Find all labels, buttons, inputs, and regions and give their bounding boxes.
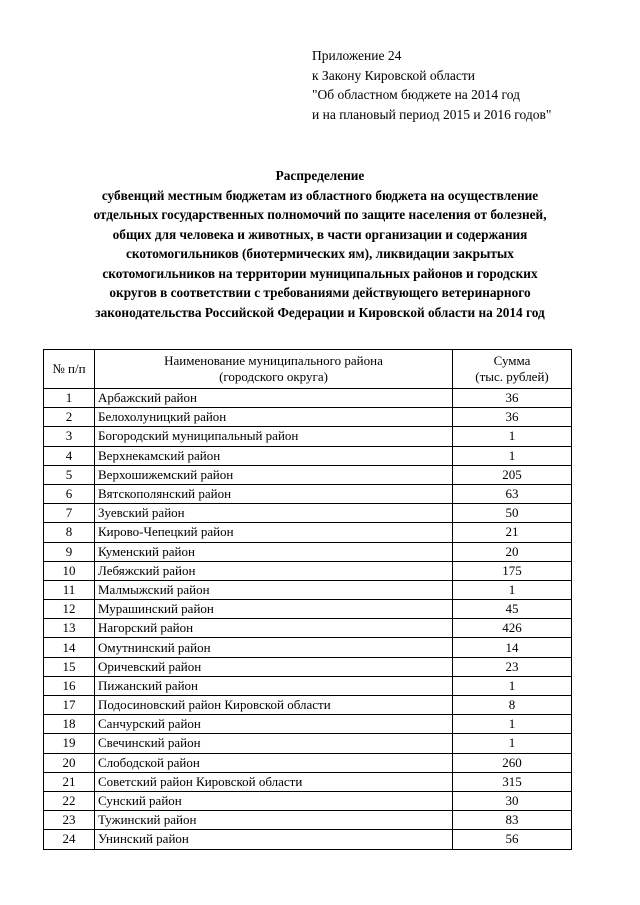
row-number: 1 (44, 389, 95, 408)
district-name: Верхошижемский район (95, 465, 453, 484)
document-title (40, 166, 600, 322)
table-row (44, 619, 572, 638)
table-row (44, 772, 572, 791)
header-name (95, 350, 453, 389)
table-row (44, 408, 572, 427)
title-line-3: отдельных государственных полномочий по защите населения от болезней, (93, 207, 547, 222)
title-line-6: скотомогильников на территории муниципальных районов и городских (102, 265, 538, 281)
annex-law-title-2: и на плановый период 2015 и 2016 годов" (312, 106, 552, 122)
row-number: 2 (44, 408, 95, 427)
table-row (44, 638, 572, 657)
district-name: Вятскополянский район (95, 484, 453, 503)
amount: 426 (453, 619, 572, 638)
table-row (44, 696, 572, 715)
amount: 36 (453, 389, 572, 408)
table-header-row (44, 350, 572, 389)
title-line-8: законодательства Российской Федерации и Кировской области на 2014 год (95, 304, 545, 320)
district-name: Сунский район (95, 791, 453, 810)
table-row (44, 523, 572, 542)
row-number: 24 (44, 830, 95, 849)
district-name: Арбажский район (95, 389, 453, 408)
table-row (44, 465, 572, 484)
amount: 30 (453, 791, 572, 810)
subsidy-table (43, 349, 572, 850)
district-name: Унинский район (95, 830, 453, 849)
title-line-7: округов в соответствии с требованиями действующего ветеринарного (109, 285, 531, 300)
district-name: Омутнинский район (95, 638, 453, 657)
table-row (44, 504, 572, 523)
annex-number: Приложение 24 (312, 48, 402, 63)
district-name: Оричевский район (95, 657, 453, 676)
row-number: 23 (44, 811, 95, 830)
row-number: 9 (44, 542, 95, 561)
district-name: Мурашинский район (95, 600, 453, 619)
annex-law-ref: к Закону Кировской области (312, 67, 476, 83)
district-name: Богородский муниципальный район (95, 427, 453, 446)
table-row (44, 657, 572, 676)
title-line-5: скотомогильников (биотермических ям), ликвидации закрытых (126, 246, 514, 261)
district-name: Слободской район (95, 753, 453, 772)
amount: 83 (453, 811, 572, 830)
table-row (44, 561, 572, 580)
table-row (44, 715, 572, 734)
table-row (44, 542, 572, 561)
amount: 20 (453, 542, 572, 561)
amount: 1 (453, 427, 572, 446)
amount: 63 (453, 484, 572, 503)
row-number: 22 (44, 791, 95, 810)
row-number: 3 (44, 427, 95, 446)
row-number: 12 (44, 600, 95, 619)
amount: 1 (453, 676, 572, 695)
row-number: 11 (44, 580, 95, 599)
amount: 50 (453, 504, 572, 523)
table-row (44, 676, 572, 695)
district-name: Лебяжский район (95, 561, 453, 580)
row-number: 17 (44, 696, 95, 715)
amount: 45 (453, 600, 572, 619)
amount: 21 (453, 523, 572, 542)
table-row (44, 427, 572, 446)
header-sum-line-2: (тыс. рублей) (475, 369, 549, 384)
amount: 23 (453, 657, 572, 676)
row-number: 7 (44, 504, 95, 523)
amount: 1 (453, 580, 572, 599)
amount: 36 (453, 408, 572, 427)
table-row (44, 811, 572, 830)
district-name: Нагорский район (95, 619, 453, 638)
amount: 14 (453, 638, 572, 657)
table-row (44, 791, 572, 810)
row-number: 6 (44, 484, 95, 503)
row-number: 15 (44, 657, 95, 676)
amount: 1 (453, 715, 572, 734)
district-name: Белохолуницкий район (95, 408, 453, 427)
table-row (44, 446, 572, 465)
district-name: Свечинский район (95, 734, 453, 753)
district-name: Тужинский район (95, 811, 453, 830)
district-name: Верхнекамский район (95, 446, 453, 465)
header-name-line-2: (городского округа) (219, 369, 328, 384)
row-number: 5 (44, 465, 95, 484)
amount: 315 (453, 772, 572, 791)
amount: 1 (453, 734, 572, 753)
district-name: Кирово-Чепецкий район (95, 523, 453, 542)
row-number: 4 (44, 446, 95, 465)
annex-law-title-1: "Об областном бюджете на 2014 год (312, 87, 520, 102)
table-row (44, 389, 572, 408)
header-sum-line-1: Сумма (493, 352, 531, 368)
header-name-line-1: Наименование муниципального района (164, 352, 383, 368)
table-row (44, 600, 572, 619)
row-number: 14 (44, 638, 95, 657)
district-name: Подосиновский район Кировской области (95, 696, 453, 715)
row-number: 19 (44, 734, 95, 753)
row-number: 20 (44, 753, 95, 772)
table-row (44, 734, 572, 753)
amount: 205 (453, 465, 572, 484)
row-number: 16 (44, 676, 95, 695)
district-name: Пижанский район (95, 676, 453, 695)
row-number: 13 (44, 619, 95, 638)
table-body (44, 389, 572, 850)
row-number: 10 (44, 561, 95, 580)
amount: 1 (453, 446, 572, 465)
district-name: Малмыжский район (95, 580, 453, 599)
title-line-2: субвенций местным бюджетам из областного бюджета на осуществление (101, 187, 539, 203)
table-row (44, 830, 572, 849)
row-number: 18 (44, 715, 95, 734)
amount: 260 (453, 753, 572, 772)
header-num: № п/п (44, 350, 95, 389)
amount: 8 (453, 696, 572, 715)
header-sum (453, 350, 572, 389)
district-name: Куменский район (95, 542, 453, 561)
district-name: Советский район Кировской области (95, 772, 453, 791)
row-number: 8 (44, 523, 95, 542)
row-number: 21 (44, 772, 95, 791)
amount: 56 (453, 830, 572, 849)
table-row (44, 753, 572, 772)
table-row (44, 580, 572, 599)
district-name: Зуевский район (95, 504, 453, 523)
table-row (44, 484, 572, 503)
title-line-4: общих для человека и животных, в части организации и содержания (112, 226, 528, 242)
amount: 175 (453, 561, 572, 580)
annex-header (312, 46, 551, 124)
district-name: Санчурский район (95, 715, 453, 734)
title-line-1: Распределение (275, 168, 365, 183)
